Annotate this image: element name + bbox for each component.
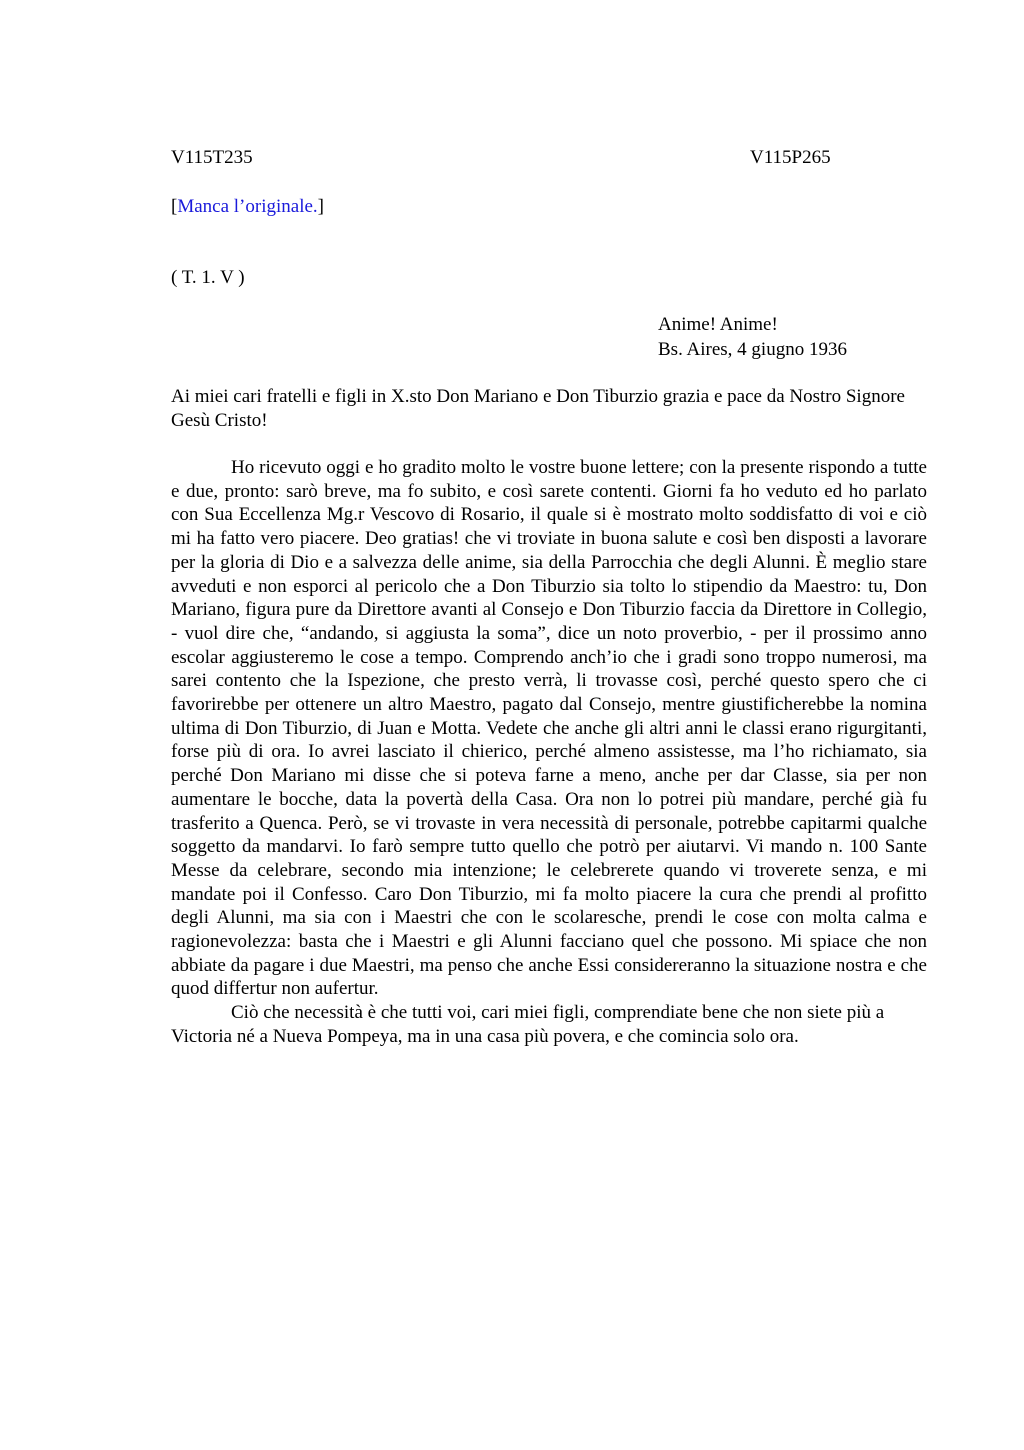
body-paragraph-2: Ciò che necessità è che tutti voi, cari miei figli, comprendiate bene che non siete più a Victoria né a Nueva Pompeya, ma in una casa più povera, e che comincia solo ora. [171, 1002, 885, 1047]
note-link[interactable]: Manca l’originale. [177, 196, 318, 217]
letter-place-date: Bs. Aires, 4 giugno 1936 [658, 339, 847, 360]
letter-motto: Anime! Anime! [658, 314, 778, 335]
document-id-left: V115T235 [171, 147, 253, 168]
letter-salutation [171, 385, 927, 432]
note-open-bracket: [ [171, 196, 178, 217]
salutation-text: Ai miei cari fratelli e figli in X.sto Don Mariano e Don Tiburzio grazia e pace da Nostro Signore Gesù Cristo! [171, 386, 905, 431]
letter-body [171, 456, 927, 1049]
note-close-bracket: ] [317, 196, 324, 217]
editorial-note [171, 195, 324, 219]
body-paragraph-1: Ho ricevuto oggi e ho gradito molto le vostre buone lettere; con la presente rispondo a tutte e due, pronto: sarò breve, ma fo subito, e così sarete contenti. Giorni fa ho veduto ed ho parlato con Sua Eccellenza Mg.r Vescovo di Rosario, il quale si è mostrato molto soddisfatto di voi e ciò mi ha fatto vero piacere. Deo gratias! che vi troviate in buona salute e così ben disposti a lavorare per la gloria di Dio e a salvezza delle anime, sia della Parrocchia che degli Alunni. È meglio stare avveduti e non esporci al pericolo che a Don Tiburzio sia tolto lo stipendio da Maestro: tu, Don Mariano, figura pure da Direttore avanti al Consejo e Don Tiburzio faccia da Direttore in Collegio, - vuol dire che, “andando, si aggiusta la soma”, dice un noto proverbio, - per il prossimo anno escolar aggiusteremo le cose a tempo. Comprendo anch’io che i gradi sono troppo numerosi, ma sarei contento che la Ispezione, che presto verrà, li trovasse così, perché questo spero che ci favorirebbe per ottenere un altro Maestro, pagato dal Consejo, mentre giustificherebbe la nomina ultima di Don Tiburzio, di Juan e Motta. Vedete che anche gli altri anni le classi erano rigurgitanti, forse più di ora. Io avrei lasciato il chierico, perché almeno assistesse, ma l’ho richiamato, sia perché Don Mariano mi disse che si poteva farne a meno, anche per dar Classe, sia per non aumentare le bocche, data la povertà della Casa. Ora non lo potrei più mandare, perché già fu trasferito a Quenca. Però, se vi trovaste in vera necessità di personale, potrebbe capitarmi qualche soggetto da mandarvi. Io farò sempre tutto quello che potrò per aiutarvi. Vi mando n. 100 Sante Messe da celebrare, secondo mia intenzione; le celebrerete quando vi troverete senza, e mi mandate poi il Confesso. Caro Don Tiburzio, mi fa molto piacere la cura che prendi al profitto degli Alunni, ma sia con i Maestri che con le scolaresche, prendi le cose con molta calma e ragionevolezza: basta che i Maestri e gli Alunni facciano quel che possono. Mi spiace che non abbiate da pagare i due Maestri, ma penso che anche Essi considereranno la situazione nostra e che quod differtur non aufertur. [171, 457, 927, 1000]
document-code: ( T. 1. V ) [171, 267, 245, 288]
document-id-right: V115P265 [750, 147, 831, 168]
